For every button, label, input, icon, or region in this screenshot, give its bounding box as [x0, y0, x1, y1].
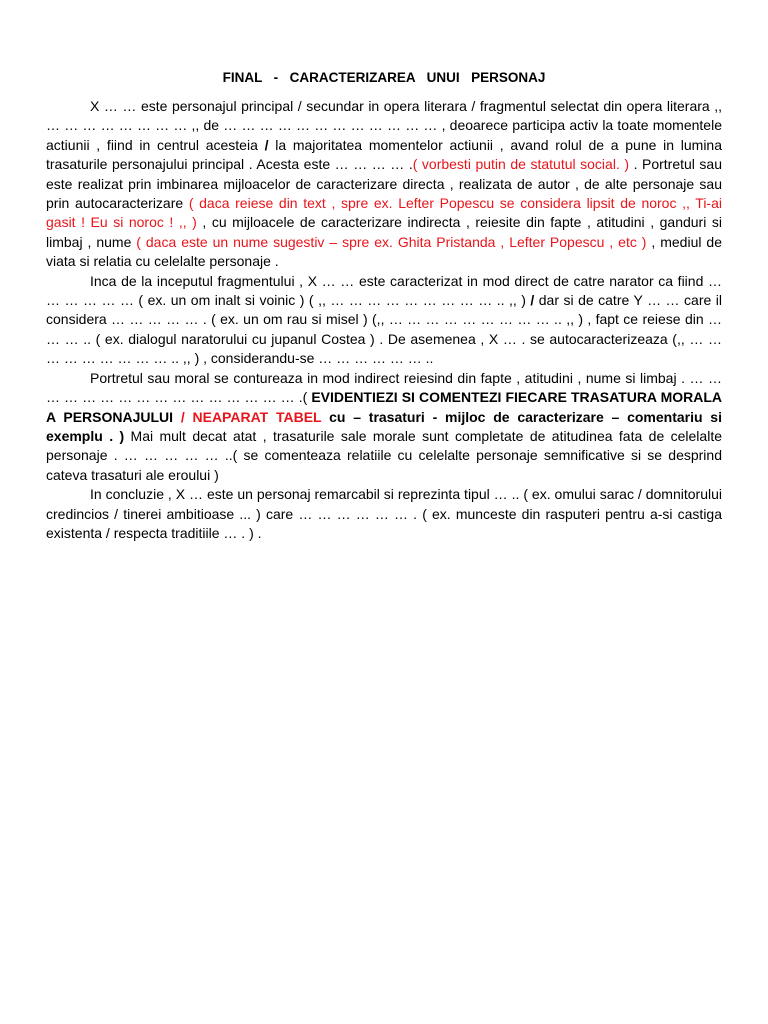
- text-run: la majoritatea momentelor actiunii , avand rolul de a pune in lumina trasaturile personajului principal . Acesta este … … … … .: [46, 136, 723, 173]
- text-run: cu – trasaturi - mijloc de caracterizare – comentariu si exemplu . ): [46, 408, 722, 444]
- paragraph-1: [46, 97, 722, 272]
- text-run: ( vorbesti putin de statutul social. ): [412, 156, 630, 173]
- paragraph-3: [46, 369, 722, 485]
- paragraph-2: [46, 272, 722, 369]
- text-run: /: [264, 136, 269, 153]
- text-run: , mediul de viata si relatia cu celelalte personaje .: [46, 233, 722, 270]
- text-run: ( daca este un nume sugestiv – spre ex. Ghita Pristanda , Lefter Popescu , etc ): [136, 233, 647, 250]
- text-run: / NEAPARAT TABEL: [180, 408, 330, 425]
- text-run: , cu mijloacele de caracterizare indirecta , reiesite din fapte , atitudini , ganduri si limbaj , nume: [46, 214, 722, 250]
- text-run: /: [530, 292, 535, 309]
- text-run: X … … este personajul principal / secundar in opera literara / fragmentul selectat din opera literara ,, … … … … … … … … ,, de … … … … … … … … … … … … , deoarece participa activ la toate momentele actiunii , fiind in centrul acesteia: [46, 98, 722, 153]
- text-run: EVIDENTIEZI SI COMENTEZI FIECARE TRASATURA MORALA A PERSONAJULUI: [46, 389, 723, 425]
- text-run: . Portretul sau este realizat prin imbinarea mijloacelor de caracterizare directa , realizata de autor , de alte personaje sau prin autocaracterizare: [46, 156, 723, 212]
- document-title: FINAL - CARACTERIZAREA UNUI PERSONAJ: [222, 70, 546, 85]
- text-run: Inca de la inceputul fragmentului , X … … este caracterizat in mod direct de catre narator ca fiind … … … … … … ( ex. un om inalt si voinic ) ( ,, … … … … … … … … … .. ,, ): [46, 272, 722, 309]
- text-run: dar si de catre Y … … care il considera … … … … … . ( ex. un om rau si misel ) (,, … … … … … … … … … .. ,, ) , fapt ce reiese din … … … .. ( ex. dialogul naratorului cu jupanul Costea ) . De asemenea , X … . se autocaracterizeaza (,, … … … … … … … … … .. ,, ) , considerandu-se … … … … … … ..: [46, 292, 722, 367]
- document-page: [46, 70, 722, 543]
- text-run: Mai mult decat atat , trasaturile sale morale sunt completate de atitudinea fata de celelalte personaje . … … … … … ..( se comenteaza relatiile cu celelalte personaje semnificative si se desprind cateva trasaturi ale eroului ): [46, 427, 722, 483]
- text-run: In concluzie , X … este un personaj remarcabil si reprezinta tipul … .. ( ex. omului sarac / domnitorului credincios / tinerei ambitioase ... ) care … … … … … … . ( ex. munceste din rasputeri pentru a-si castiga existenta / respecta traditiile … . ) .: [46, 486, 722, 541]
- text-run: Portretul sau moral se contureaza in mod indirect reiesind din fapte , atitudini , nume si limbaj . … … … … … … … … … … … … … … … … .(: [46, 369, 722, 406]
- document-body: [46, 97, 722, 543]
- paragraph-4: [46, 485, 722, 543]
- text-run: ( daca reiese din text , spre ex. Lefter Popescu se considera lipsit de noroc ,, Ti-ai gasit ! Eu si noroc ! ,, ): [46, 195, 722, 231]
